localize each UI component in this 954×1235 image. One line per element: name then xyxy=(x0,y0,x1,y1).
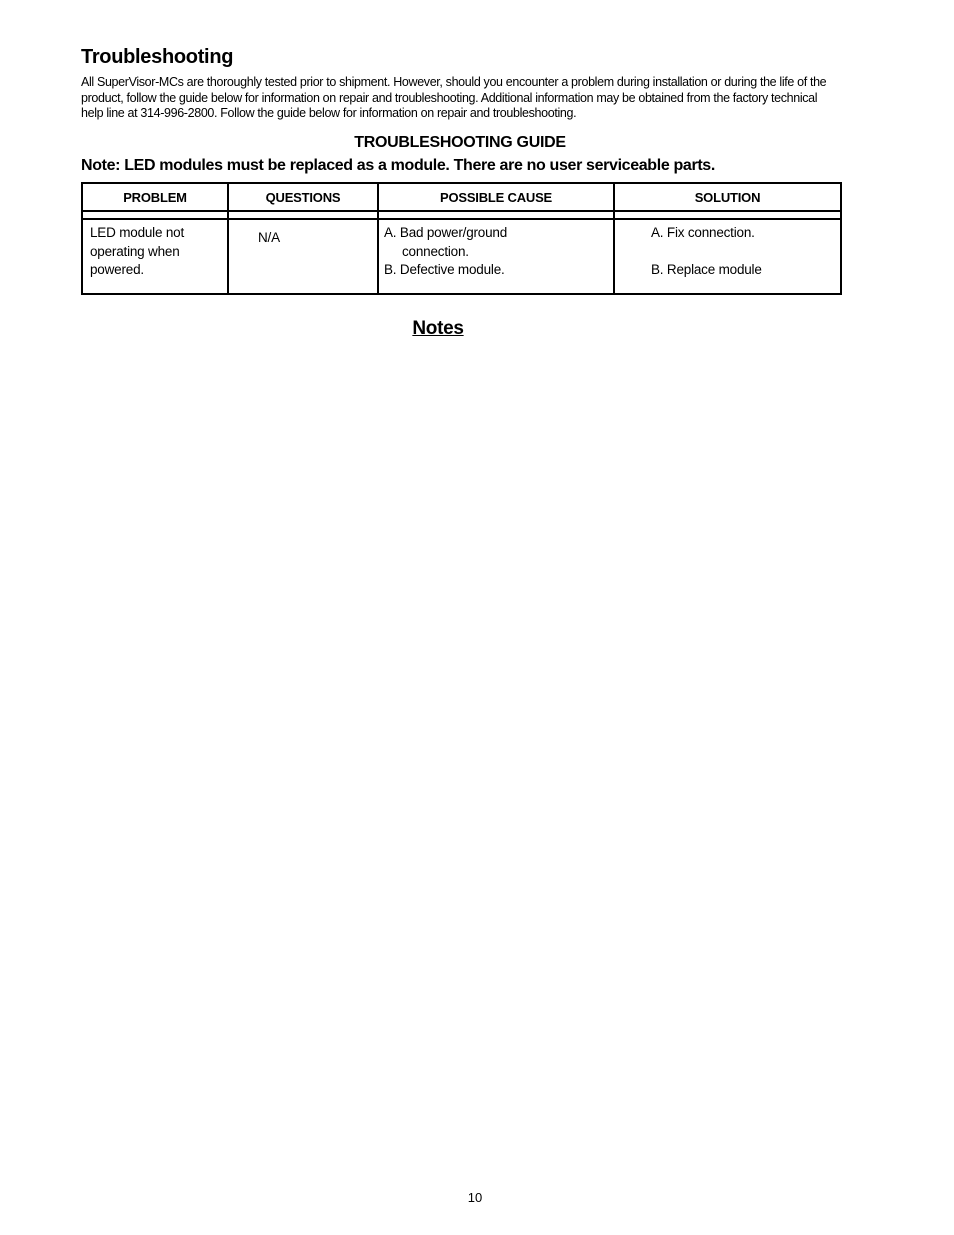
cell-questions: N/A xyxy=(228,219,378,294)
cell-possible-cause xyxy=(378,219,614,294)
service-note: Note: LED modules must be replaced as a module. There are no user serviceable parts. xyxy=(81,157,715,174)
page-title: Troubleshooting xyxy=(81,46,234,68)
table-row xyxy=(82,219,841,294)
page-number: 10 xyxy=(467,1190,483,1205)
header-problem: PROBLEM xyxy=(82,183,228,211)
problem-line: powered. xyxy=(90,262,144,277)
cause-line: B. Defective module. xyxy=(384,262,505,277)
cell-problem xyxy=(82,219,228,294)
table-spacer-row xyxy=(82,211,841,219)
solution-line: A. Fix connection. xyxy=(651,225,755,240)
cause-line: A. Bad power/ground xyxy=(384,225,508,240)
problem-line: LED module not xyxy=(90,225,185,240)
header-solution: SOLUTION xyxy=(614,183,841,211)
troubleshooting-table xyxy=(81,182,842,295)
notes-heading: Notes xyxy=(412,318,464,339)
guide-title: TROUBLESHOOTING GUIDE xyxy=(354,134,566,151)
table-header-row xyxy=(82,183,841,211)
solution-line: B. Replace module xyxy=(651,262,762,277)
header-questions: QUESTIONS xyxy=(228,183,378,211)
intro-paragraph: All SuperVisor-MCs are thoroughly tested prior to shipment. However, should you encounter a problem during installation or during the life of the product, follow the guide below for information on repair and troubleshooting. Additional information may be obtained from the factory technical help line at 314-996-2800. Follow the guide below for information on repair and troubleshooting. xyxy=(81,75,827,120)
cell-solution xyxy=(614,219,841,294)
cause-line: connection. xyxy=(402,243,469,259)
problem-line: operating when xyxy=(90,243,180,259)
header-possible-cause: POSSIBLE CAUSE xyxy=(378,183,614,211)
